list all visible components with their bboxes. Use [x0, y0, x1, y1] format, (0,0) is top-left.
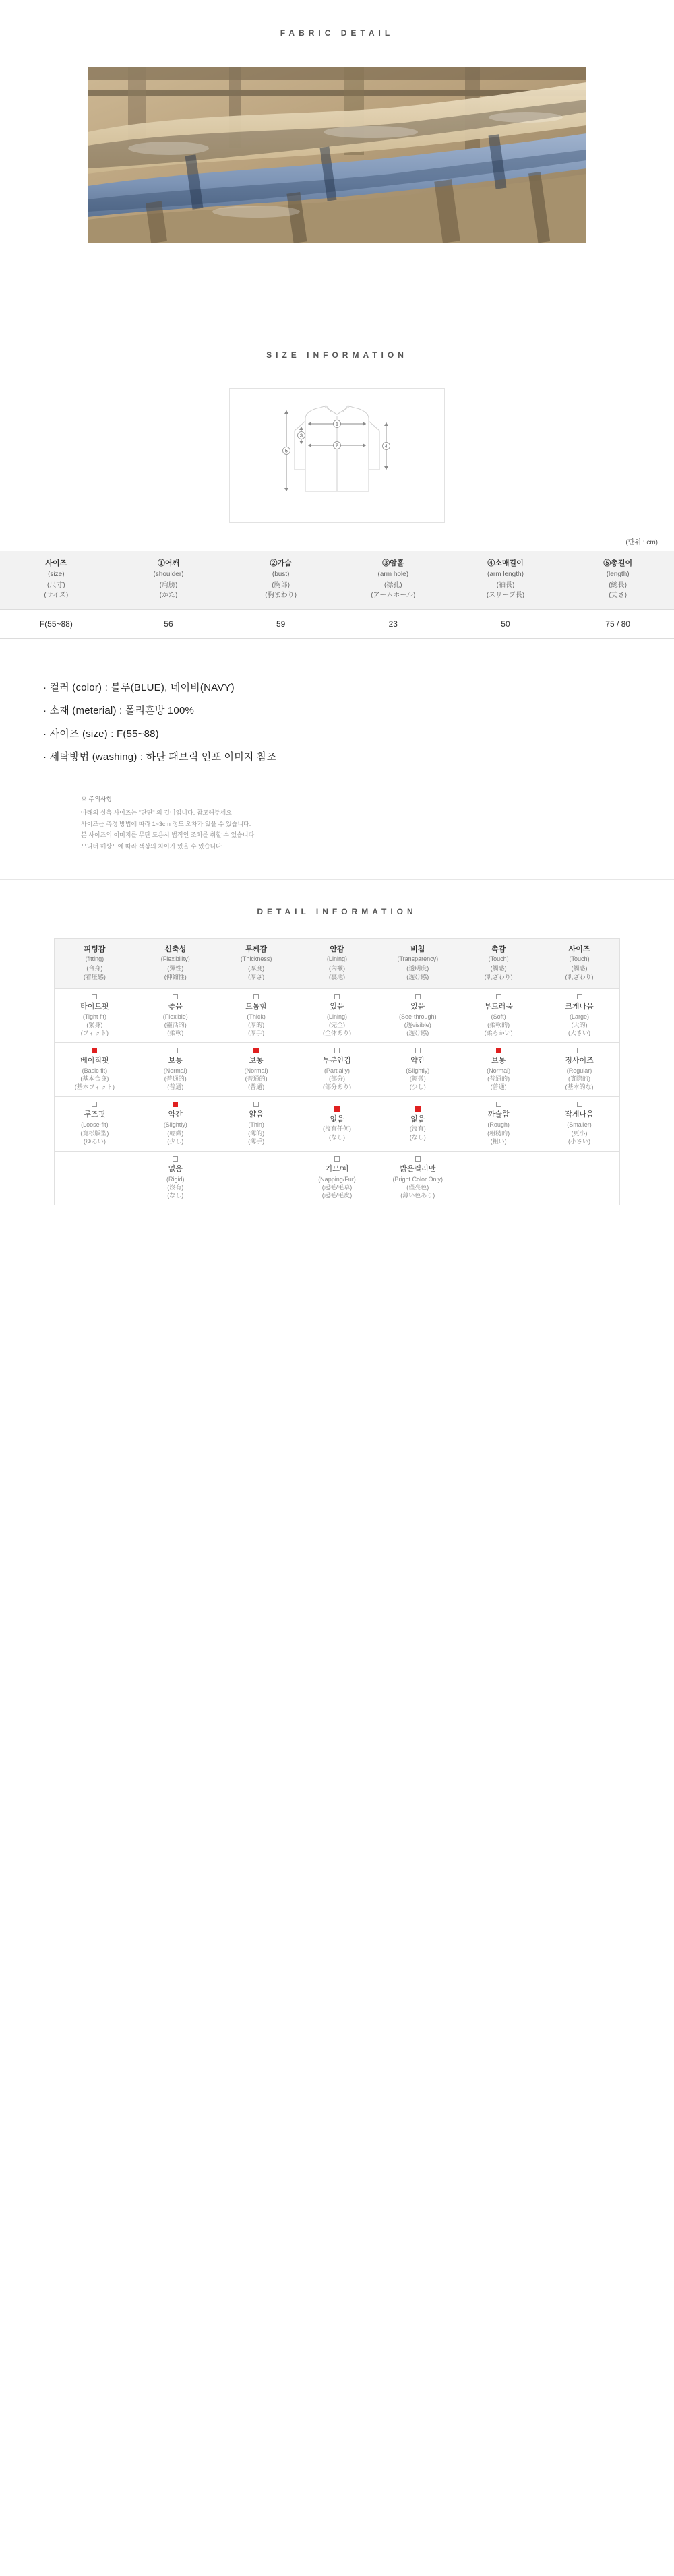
detail-option-label: 약간	[410, 1057, 425, 1065]
product-detail-page	[0, 28, 674, 1246]
detail-option-sublabel: (柔らかい)	[484, 1029, 513, 1036]
table-row	[55, 1151, 620, 1205]
detail-option-sublabel: (沒有)	[409, 1125, 426, 1133]
detail-option-sublabel: (粗糙的)	[487, 1129, 510, 1137]
detail-option-label: 밝은컬러만	[400, 1164, 436, 1173]
detail-option-sublabel: (透visible)	[404, 1021, 431, 1028]
table-row	[55, 1097, 620, 1151]
detail-option-cell[interactable]	[458, 1097, 539, 1151]
detail-option-sublabel: (普通的)	[487, 1075, 510, 1083]
checkbox-icon[interactable]	[577, 1048, 582, 1053]
detail-option-label: 약간	[168, 1110, 183, 1119]
detail-option-label: 보통	[491, 1057, 506, 1065]
detail-option-cell[interactable]	[377, 1151, 458, 1205]
detail-option-cell[interactable]	[216, 988, 297, 1042]
detail-option-label: 없음	[410, 1114, 425, 1123]
detail-option-cell[interactable]	[216, 1097, 297, 1151]
detail-option-sublabel: (See-through)	[399, 1013, 437, 1020]
checkbox-icon[interactable]	[173, 1048, 178, 1053]
detail-option-sublabel: (普通的)	[164, 1075, 187, 1083]
checkbox-checked-icon[interactable]	[253, 1048, 259, 1053]
detail-option-sublabel: (更小)	[571, 1129, 588, 1137]
detail-option-sublabel: (Loose-fit)	[81, 1121, 109, 1129]
detail-option-sublabel: (大きい)	[568, 1029, 591, 1036]
detail-option-sublabel: (寬松版型)	[80, 1129, 109, 1137]
detail-option-sublabel: (完全)	[328, 1021, 345, 1028]
detail-option-cell[interactable]	[297, 1097, 377, 1151]
detail-col-fitting: 피팅감 (fitting) (合身) (着圧感)	[55, 938, 135, 988]
detail-option-cell[interactable]	[377, 1043, 458, 1097]
caution-line-3: 본 사이즈의 이미지를 무단 도용시 법적인 조치를 취할 수 있습니다.	[81, 831, 256, 839]
detail-option-sublabel: (部分あり)	[322, 1083, 351, 1091]
detail-option-sublabel: (薄的)	[248, 1129, 265, 1137]
detail-cell-empty	[539, 1151, 620, 1205]
detail-option-sublabel: (Basic fit)	[82, 1067, 108, 1075]
caution-title: ※ 주의사항	[81, 795, 113, 803]
checkbox-icon[interactable]	[334, 994, 340, 999]
detail-option-cell[interactable]	[55, 1043, 135, 1097]
detail-option-sublabel: (厚的)	[248, 1021, 265, 1028]
detail-option-sublabel: (靈活的)	[164, 1021, 187, 1028]
detail-option-label: 있음	[410, 1002, 425, 1011]
detail-option-cell[interactable]	[216, 1043, 297, 1097]
size-col-armhole: ③암홀 (arm hole) (襟孔) (アームホール)	[337, 551, 450, 610]
detail-option-sublabel: (薄い色あり)	[400, 1192, 435, 1199]
detail-option-sublabel: (普通)	[167, 1083, 184, 1091]
detail-option-cell[interactable]	[135, 1097, 216, 1151]
detail-option-sublabel: (Flexible)	[162, 1013, 188, 1020]
checkbox-icon[interactable]	[577, 994, 582, 999]
checkbox-icon[interactable]	[253, 994, 259, 999]
detail-col-flexibility: 신축성 (Flexibility) (彈性) (伸縮性)	[135, 938, 216, 988]
checkbox-icon[interactable]	[496, 994, 501, 999]
checkbox-checked-icon[interactable]	[334, 1106, 340, 1112]
detail-option-sublabel: (Soft)	[491, 1013, 506, 1020]
product-info-list	[43, 677, 674, 769]
size-col-size: 사이즈 (size) (尺寸) (サイズ)	[0, 551, 113, 610]
detail-option-sublabel: (輕微)	[409, 1075, 426, 1083]
detail-option-cell[interactable]	[297, 988, 377, 1042]
table-row	[0, 609, 674, 638]
detail-option-cell[interactable]	[297, 1043, 377, 1097]
checkbox-icon[interactable]	[253, 1102, 259, 1107]
detail-col-transparency: 비침 (Transparency) (透明度) (透け感)	[377, 938, 458, 988]
detail-option-cell[interactable]	[377, 1097, 458, 1151]
detail-option-sublabel: (薄手)	[248, 1137, 265, 1145]
detail-option-sublabel: (少し)	[167, 1137, 184, 1145]
detail-col-lining: 안감 (Lining) (內襯) (裏地)	[297, 938, 377, 988]
detail-option-sublabel: (小さい)	[568, 1137, 591, 1145]
detail-option-sublabel: (柔軟)	[167, 1029, 184, 1036]
detail-option-sublabel: (基本的な)	[565, 1083, 594, 1091]
info-size: · 사이즈 (size) : F(55~88)	[43, 728, 159, 740]
detail-option-sublabel: (僅亮色)	[406, 1183, 429, 1191]
detail-option-sublabel: (Normal)	[244, 1067, 268, 1075]
svg-text:1: 1	[336, 422, 338, 427]
size-cell-shoulder: 56	[113, 609, 225, 638]
size-information-heading: SIZE INFORMATION	[266, 350, 408, 360]
caution-line-4: 모니터 해상도에 따라 색상의 차이가 있을 수 있습니다.	[81, 843, 224, 850]
info-material: · 소재 (meterial) : 폴리혼방 100%	[43, 705, 195, 717]
detail-option-sublabel: (基本合身)	[80, 1075, 109, 1083]
detail-cell-empty	[55, 1151, 135, 1205]
detail-option-sublabel: (起毛/毛皮)	[321, 1192, 353, 1199]
table-row	[55, 1043, 620, 1097]
caution-note	[81, 794, 674, 852]
detail-option-label: 기모/퍼	[325, 1164, 349, 1173]
detail-option-label: 작게나옴	[565, 1110, 594, 1119]
size-cell-length: 75 / 80	[561, 609, 674, 638]
detail-col-touch: 촉감 (Touch) (觸感) (肌ざわり)	[458, 938, 539, 988]
detail-option-sublabel: (沒有)	[167, 1183, 184, 1191]
checkbox-icon[interactable]	[173, 1156, 178, 1162]
detail-option-sublabel: (起毛/毛草)	[321, 1183, 353, 1191]
detail-cell-empty	[458, 1151, 539, 1205]
checkbox-checked-icon[interactable]	[496, 1048, 501, 1053]
detail-option-cell[interactable]	[377, 988, 458, 1042]
size-col-length: ⑤총길이 (length) (總長) (丈さ)	[561, 551, 674, 610]
detail-option-sublabel: (粗い)	[490, 1137, 507, 1145]
size-table	[0, 551, 674, 639]
info-washing: · 세탁방법 (washing) : 하단 패브릭 인포 이미지 참조	[43, 751, 277, 763]
detail-option-label: 없음	[330, 1114, 344, 1123]
detail-option-sublabel: (實際的)	[568, 1075, 591, 1083]
detail-option-label: 있음	[330, 1002, 344, 1011]
size-col-bust: ②가슴 (bust) (胸部) (胸まわり)	[224, 551, 337, 610]
detail-option-sublabel: (Normal)	[487, 1067, 511, 1075]
detail-option-label: 얇음	[249, 1110, 264, 1119]
size-cell-size: F(55~88)	[0, 609, 113, 638]
checkbox-icon[interactable]	[92, 994, 97, 999]
fabric-detail-heading: FABRIC DETAIL	[280, 28, 394, 38]
detail-option-sublabel: (Thick)	[247, 1013, 266, 1020]
detail-option-cell[interactable]	[539, 1043, 620, 1097]
detail-option-label: 부분안감	[322, 1057, 352, 1065]
checkbox-icon[interactable]	[415, 994, 421, 999]
bottom-spacer	[0, 1205, 674, 1246]
detail-header-row	[55, 938, 620, 988]
detail-option-label: 크게나옴	[565, 1002, 594, 1011]
size-unit-note: (단위 : cm)	[625, 539, 658, 546]
detail-option-label: 도톰함	[245, 1002, 268, 1011]
detail-option-cell[interactable]	[135, 1151, 216, 1205]
divider	[0, 879, 674, 880]
checkbox-icon[interactable]	[334, 1048, 340, 1053]
detail-option-sublabel: (Bright Color Only)	[392, 1175, 443, 1183]
detail-option-cell[interactable]	[458, 988, 539, 1042]
detail-option-cell[interactable]	[55, 1097, 135, 1151]
detail-table-body	[55, 988, 620, 1205]
size-col-arm-length: ④소매길이 (arm length) (袖長) (スリーブ長)	[450, 551, 562, 610]
size-diagram	[229, 388, 445, 523]
detail-col-size: 사이즈 (Touch) (觸感) (肌ざわり)	[539, 938, 620, 988]
detail-option-sublabel: (ゆるい)	[83, 1137, 106, 1145]
detail-option-sublabel: (なし)	[328, 1133, 345, 1141]
caution-line-1: 아래의 실측 사이즈는 "단면" 의 길이입니다. 참고해주세요	[81, 809, 232, 817]
size-col-shoulder: ①어깨 (shoulder) (肩膀) (かた)	[113, 551, 225, 610]
size-table-header-row	[0, 551, 674, 610]
detail-option-sublabel: (部分)	[328, 1075, 345, 1083]
detail-option-sublabel: (Napping/Fur)	[318, 1175, 356, 1183]
detail-option-sublabel: (大的)	[571, 1021, 588, 1028]
detail-option-label: 베이직핏	[80, 1057, 109, 1065]
detail-option-sublabel: (なし)	[167, 1192, 184, 1199]
detail-option-sublabel: (Thin)	[248, 1121, 264, 1129]
detail-option-sublabel: (なし)	[409, 1133, 426, 1141]
detail-option-sublabel: (Lining)	[326, 1013, 347, 1020]
detail-option-sublabel: (Rigid)	[166, 1175, 185, 1183]
detail-option-sublabel: (厚手)	[248, 1029, 265, 1036]
detail-option-cell[interactable]	[458, 1043, 539, 1097]
detail-option-sublabel: (Tight fit)	[82, 1013, 106, 1020]
checkbox-checked-icon[interactable]	[92, 1048, 97, 1053]
detail-option-sublabel: (柔軟的)	[487, 1021, 510, 1028]
detail-option-sublabel: (輕微)	[167, 1129, 184, 1137]
fabric-detail-image	[88, 67, 586, 243]
detail-option-cell[interactable]	[55, 988, 135, 1042]
detail-option-label: 보통	[249, 1057, 264, 1065]
detail-option-label: 좋음	[168, 1002, 183, 1011]
detail-option-sublabel: (普通)	[490, 1083, 507, 1091]
detail-option-label: 부드러움	[484, 1002, 513, 1011]
shirt-measurement-diagram-svg	[230, 389, 444, 522]
checkbox-icon[interactable]	[496, 1102, 501, 1107]
detail-option-cell[interactable]	[539, 1097, 620, 1151]
svg-text:4: 4	[385, 444, 388, 449]
detail-option-sublabel: (透け感)	[406, 1029, 429, 1036]
detail-option-sublabel: (沒有任何)	[322, 1125, 351, 1133]
fabric-detail-image-wrap	[88, 67, 586, 243]
checkbox-icon[interactable]	[173, 994, 178, 999]
detail-option-sublabel: (フィット)	[80, 1029, 109, 1036]
detail-option-label: 루즈핏	[84, 1110, 106, 1119]
detail-option-cell[interactable]	[297, 1151, 377, 1205]
fabric-photo-svg	[88, 67, 586, 243]
detail-option-cell[interactable]	[539, 988, 620, 1042]
detail-option-label: 보통	[168, 1057, 183, 1065]
checkbox-icon[interactable]	[415, 1048, 421, 1053]
detail-option-sublabel: (Smaller)	[567, 1121, 592, 1129]
detail-information-heading: DETAIL INFORMATION	[257, 906, 417, 916]
detail-option-sublabel: (普通的)	[245, 1075, 268, 1083]
detail-option-sublabel: (Partially)	[324, 1067, 350, 1075]
detail-option-sublabel: (普通)	[248, 1083, 265, 1091]
checkbox-icon[interactable]	[415, 1156, 421, 1162]
detail-col-thickness: 두께감 (Thickness) (厚度) (厚さ)	[216, 938, 297, 988]
detail-option-sublabel: (Slightly)	[163, 1121, 187, 1129]
detail-option-sublabel: (少し)	[409, 1083, 426, 1091]
size-cell-armhole: 23	[337, 609, 450, 638]
svg-text:5: 5	[285, 449, 288, 454]
detail-option-sublabel: (Rough)	[487, 1121, 510, 1129]
detail-option-sublabel: (基本フィット)	[74, 1083, 115, 1091]
checkbox-icon[interactable]	[577, 1102, 582, 1107]
checkbox-checked-icon[interactable]	[173, 1102, 178, 1107]
detail-option-sublabel: (Normal)	[163, 1067, 187, 1075]
detail-option-sublabel: (Slightly)	[406, 1067, 430, 1075]
size-cell-bust: 59	[224, 609, 337, 638]
checkbox-icon[interactable]	[92, 1102, 97, 1107]
checkbox-icon[interactable]	[334, 1156, 340, 1162]
detail-cell-empty	[216, 1151, 297, 1205]
info-color: · 컬러 (color) : 블루(BLUE), 네이비(NAVY)	[43, 681, 235, 693]
detail-option-sublabel: (Regular)	[566, 1067, 592, 1075]
detail-option-sublabel: (緊身)	[86, 1021, 103, 1028]
detail-option-label: 타이트핏	[80, 1002, 109, 1011]
detail-option-label: 까슬함	[487, 1110, 510, 1119]
caution-line-2: 사이즈는 측정 방법에 따라 1~3cm 정도 오차가 있을 수 있습니다.	[81, 820, 251, 827]
detail-option-cell[interactable]	[135, 1043, 216, 1097]
svg-text:3: 3	[300, 433, 303, 439]
svg-text:2: 2	[336, 443, 338, 449]
detail-option-label: 정사이즈	[565, 1057, 594, 1065]
checkbox-checked-icon[interactable]	[415, 1106, 421, 1112]
detail-option-label: 없음	[168, 1164, 183, 1173]
detail-option-cell[interactable]	[135, 988, 216, 1042]
table-row	[55, 988, 620, 1042]
detail-option-sublabel: (全体あり)	[322, 1029, 351, 1036]
detail-option-sublabel: (Large)	[570, 1013, 590, 1020]
size-cell-arm-length: 50	[450, 609, 562, 638]
detail-information-table	[54, 938, 620, 1205]
